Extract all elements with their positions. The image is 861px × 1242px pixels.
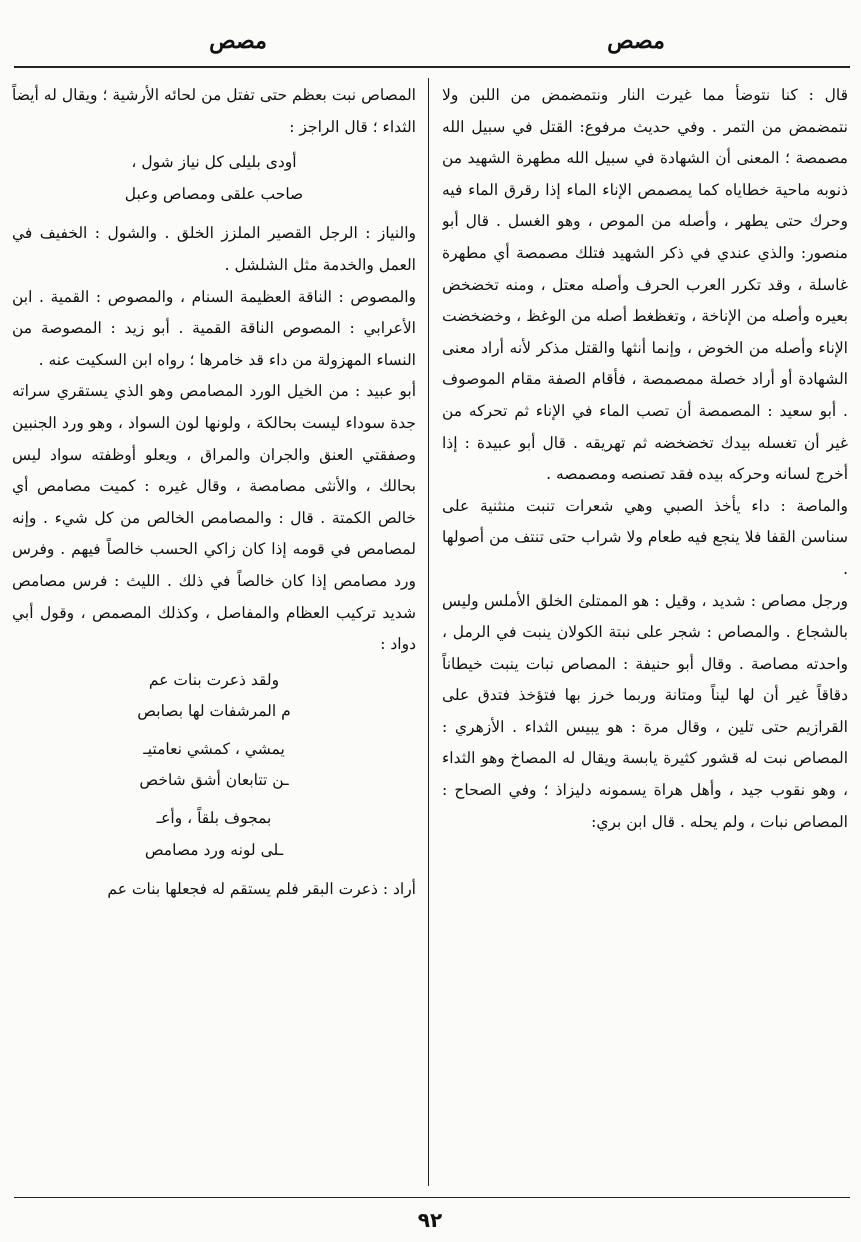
right-column [442, 80, 848, 1188]
paragraph: والماصة : داء يأخذ الصبي وهي شعرات تنبت منثنية على سناسن القفا فلا ينجع فيه طعام ولا شراب حتى تنتف من أصولها . [442, 496, 848, 578]
poem-hemistich: ـن تتابعان أشق شاخص [139, 771, 289, 790]
bottom-rule [14, 1197, 850, 1198]
verse-line: صاحب علقى ومصاص وعبل [124, 184, 304, 203]
paragraph: أراد : ذعرت البقر فلم يستقم له فجعلها بنات عم [107, 880, 416, 899]
paragraph: والمصوص : الناقة العظيمة السنام ، والمصوص : القمية . ابن الأعرابي : المصوص الناقة القمية . أبو زيد : المصوصة من النساء المهزولة من داء قد خامرها ؛ رواه ابن السكيت عنه . [12, 287, 416, 369]
poem-hemistich: بمجوف بلقاً ، وأعـ [156, 809, 272, 828]
header-word-right: مصص [607, 28, 665, 54]
top-rule [14, 66, 850, 68]
page-number: ٩٢ [417, 1208, 443, 1232]
left-column [12, 80, 416, 1188]
page-header [0, 24, 861, 64]
paragraph: المصاص نبت بعظم حتى تفتل من لحائه الأرشية ؛ ويقال له أيضاً الثداء ؛ قال الراجز : [12, 86, 416, 136]
poem-block [12, 665, 416, 867]
poem-hemistich: ولقد ذعرت بنات عم [148, 670, 280, 689]
paragraph: والنياز : الرجل القصير الملزز الخلق . والشول : الخفيف في العمل والخدمة مثل الشلشل . [12, 224, 416, 274]
paragraph: ورجل مصاص : شديد ، وقيل : هو الممتلئ الخلق الأملس وليس بالشجاع . والمصاص : شجر على نبتة الكولان ينبت في الرمل ، واحدته مصاصة . وقال أبو حنيفة : المصاص نبات ينبت خيطاناً دقاقاً غير أن لها ليناً ومتانة وربما خرز بها فتؤخذ فتدق على القرازيم حتى تلين ، وقال مرة : هو يبيس الثداء . الأزهري : المصاص نبت له قشور كثيرة يابسة ويقال له المصاخ وهو الثداء ، وهو نقوب جيد ، وأهل هراة يسمونه دليزاذ ؛ وفي الصحاح : المصاص نبات ، ولم يحله . قال ابن بري: [442, 591, 848, 831]
poem-hemistich: ـلى لونه ورد مصامص [144, 840, 284, 859]
poem-hemistich: م المرشفات لها بصابص [137, 702, 291, 721]
header-word-left: مصص [209, 28, 267, 54]
column-divider [428, 78, 429, 1186]
verse-block [12, 147, 416, 210]
poem-hemistich: يمشي ، كمشي نعامتيـ [143, 739, 285, 758]
paragraph: قال : كنا نتوضأ مما غيرت النار ونتمضمض من اللبن ولا نتمضمض من التمر . وفي حديث مرفوع: القتل في سبيل الله مصمصة ؛ المعنى أن الشهادة في سبيل الله مطهرة الشهيد من ذنوبه ماحية خطاياه كما يمصمص الإناء الماء إذا رقرق الماء فيه وحرك حتى يطهر ، وأصله من الموص ، وهو الغسل . قال أبو منصور: والذي عندي في ذكر الشهيد فتلك مصمصة أي مطهرة غاسلة ، وقد تكرر العرب الحرف وأصله معتل ، ومنه تخضخض بعيره وأصله من الإناخة ، وتغظغط أصله من الوغظ ، وخضخضت الإناء وأصله من الخوض ، وإنما أنثها والقتل مذكر لأنه أراد معنى الشهادة أو أراد خصلة ممصمصة ، فأقام الصفة مقام الموصوف . أبو سعيد : المصمصة أن تصب الماء في الإناء ثم تحركه من غير أن تغسله بيدك تخضخضه ثم تهريقه . قال أبو عبيدة : إذا أخرج لسانه وحركه بيده فقد تصنصه ومصمصه . [442, 86, 848, 484]
paragraph: أبو عبيد : من الخيل الورد المصامص وهو الذي يستقري سراته جدة سوداء ليست بحالكة ، ولونها لون السواد ، وهو ورد الجنبين وصفقتي العنق والجران والمراق ، ويعلو أوظفته سواد ليس بحالك ، والأنثى مصامصة ، وقال غيره : كميت مصامص أي خالص الكمتة . قال : والمصامص الخالص من كل شيء . وإنه لمصامص في قومه إذا كان زاكي الحسب خالصاً فيهم . وفرس ورد مصامص إذا كان خالصاً في ذلك . الليث : فرس مصامص شديد تركيب العظام والمفاصل ، وكذلك المصمص ، وقول أبي دواد : [12, 382, 416, 654]
verse-line: أودى بليلى كل نياز شول ، [131, 153, 297, 172]
